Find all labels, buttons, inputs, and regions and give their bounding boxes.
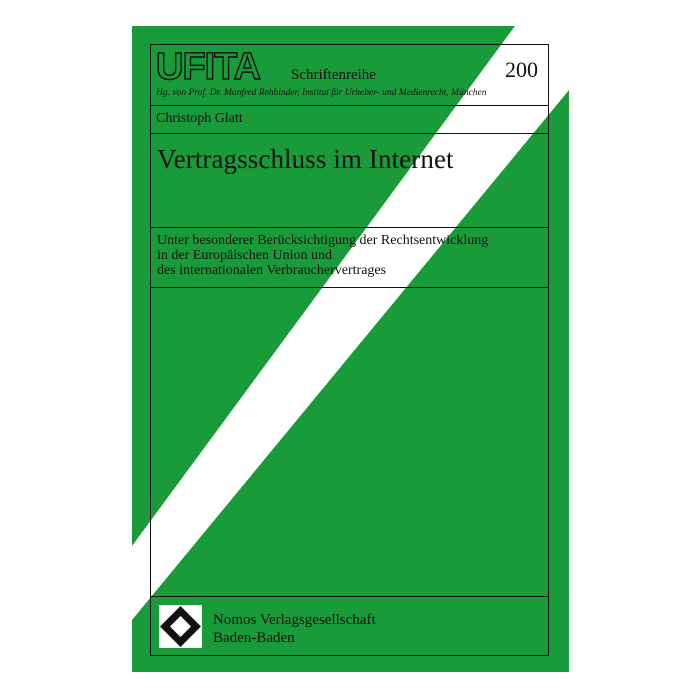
divider bbox=[151, 105, 548, 106]
book-cover bbox=[132, 26, 569, 672]
nomos-diamond-icon bbox=[159, 605, 202, 648]
book-title: Vertragsschluss im Internet bbox=[157, 144, 454, 174]
divider bbox=[151, 596, 548, 597]
publisher-city: Baden-Baden bbox=[213, 630, 295, 646]
subtitle-line: Unter besonderer Berücksichtigung der Rechtsentwicklung bbox=[157, 233, 489, 248]
logo-text: UFITA bbox=[156, 49, 261, 83]
volume-number: 200 bbox=[505, 57, 538, 82]
divider bbox=[151, 133, 548, 134]
cover-frame bbox=[150, 44, 549, 656]
author: Christoph Glatt bbox=[156, 111, 243, 126]
subtitle-line: des internationalen Verbrauchervertrages bbox=[157, 263, 387, 278]
divider bbox=[151, 287, 548, 288]
ufita-logo bbox=[156, 49, 290, 83]
series-editor: Hg. von Prof. Dr. Manfred Rehbinder, Institut für Urheber- und Medienrecht, München bbox=[156, 88, 487, 98]
publisher-name: Nomos Verlagsgesellschaft bbox=[213, 612, 376, 628]
divider bbox=[151, 227, 548, 228]
subtitle-line: in der Europäischen Union und bbox=[157, 248, 332, 263]
series-label: Schriftenreihe bbox=[291, 67, 376, 83]
